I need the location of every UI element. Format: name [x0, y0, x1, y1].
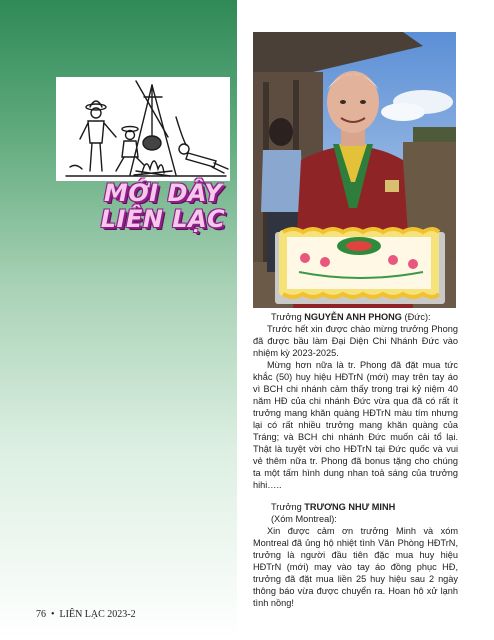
section-title: [78, 180, 248, 232]
section-title-line1: MỚI DÂY: [103, 179, 223, 207]
entry1-name-suffix: (Đức):: [401, 312, 431, 322]
entry2-heading: [253, 501, 458, 513]
publication-name: LIÊN LẠC 2023-2: [59, 609, 136, 620]
entry2-paragraph-1: Xin được cảm ơn trưởng Minh và xóm Montreal đã ủng hộ nhiệt tình Văn Phòng HĐTrN, trưởng là người đầu tiên đặc mua huy hiệu HĐTrN (mới) may vào tay áo đồng phục HĐ, trưởng đã đặt mua liền 25 huy hiệu sau 2 ngày thông báo vừa được chuyển ra. Hoan hô xử lạnh tình nồng!: [253, 526, 458, 608]
section-title-line2: LIÊN LẠC: [100, 205, 226, 233]
page-footer: [36, 609, 136, 620]
entry-truong-nhu-minh: [253, 501, 458, 609]
entry1-paragraph-2: Mừng hơn nữa là tr. Phong đã đặt mua tức khắc (50) huy hiệu HĐTrN (mới) may trên tay áo vì BCH chi nhánh cảm thấy trong trại kỷ niệm 40 năm HĐ của chi nhánh Đức vừa qua đã có rất ít trưởng mang khăn quàng HĐTrN màu tím nhưng lại có rất nhiều trưởng mang khăn quàng của Tráng; và BCH chi nhánh Đức muốn cải tổ lại. Thật là tuyệt vời cho HĐTrN tại Đức quốc và vui vẻ thêm nữa tr. Phong đã bonus tặng cho chúng ta một tấm hình dung nhan toả sáng của trưởng hihi…..: [253, 360, 458, 490]
entry2-name: TRƯƠNG NHƯ MINH: [304, 502, 396, 512]
entry2-location: (Xóm Montreal):: [271, 514, 337, 524]
entry-nguyen-anh-phong: [253, 311, 458, 491]
entry1-paragraph-1: Trước hết xin được chào mừng trưởng Phong đã được bầu làm Đại Diện Chi Nhánh Đức vào nhiệm kỳ 2023-2025.: [253, 324, 458, 358]
photo-man-holding-cake: [253, 32, 456, 308]
entry1-heading: [253, 311, 458, 323]
footer-bullet: •: [51, 609, 55, 620]
page-number: 76: [36, 609, 46, 620]
scout-campfire-illustration: [56, 77, 230, 181]
entry1-name-prefix: Trưởng: [271, 312, 305, 322]
entry2-name-prefix: Trưởng: [271, 502, 305, 512]
entry1-name: NGUYỄN ANH PHONG: [304, 312, 402, 322]
